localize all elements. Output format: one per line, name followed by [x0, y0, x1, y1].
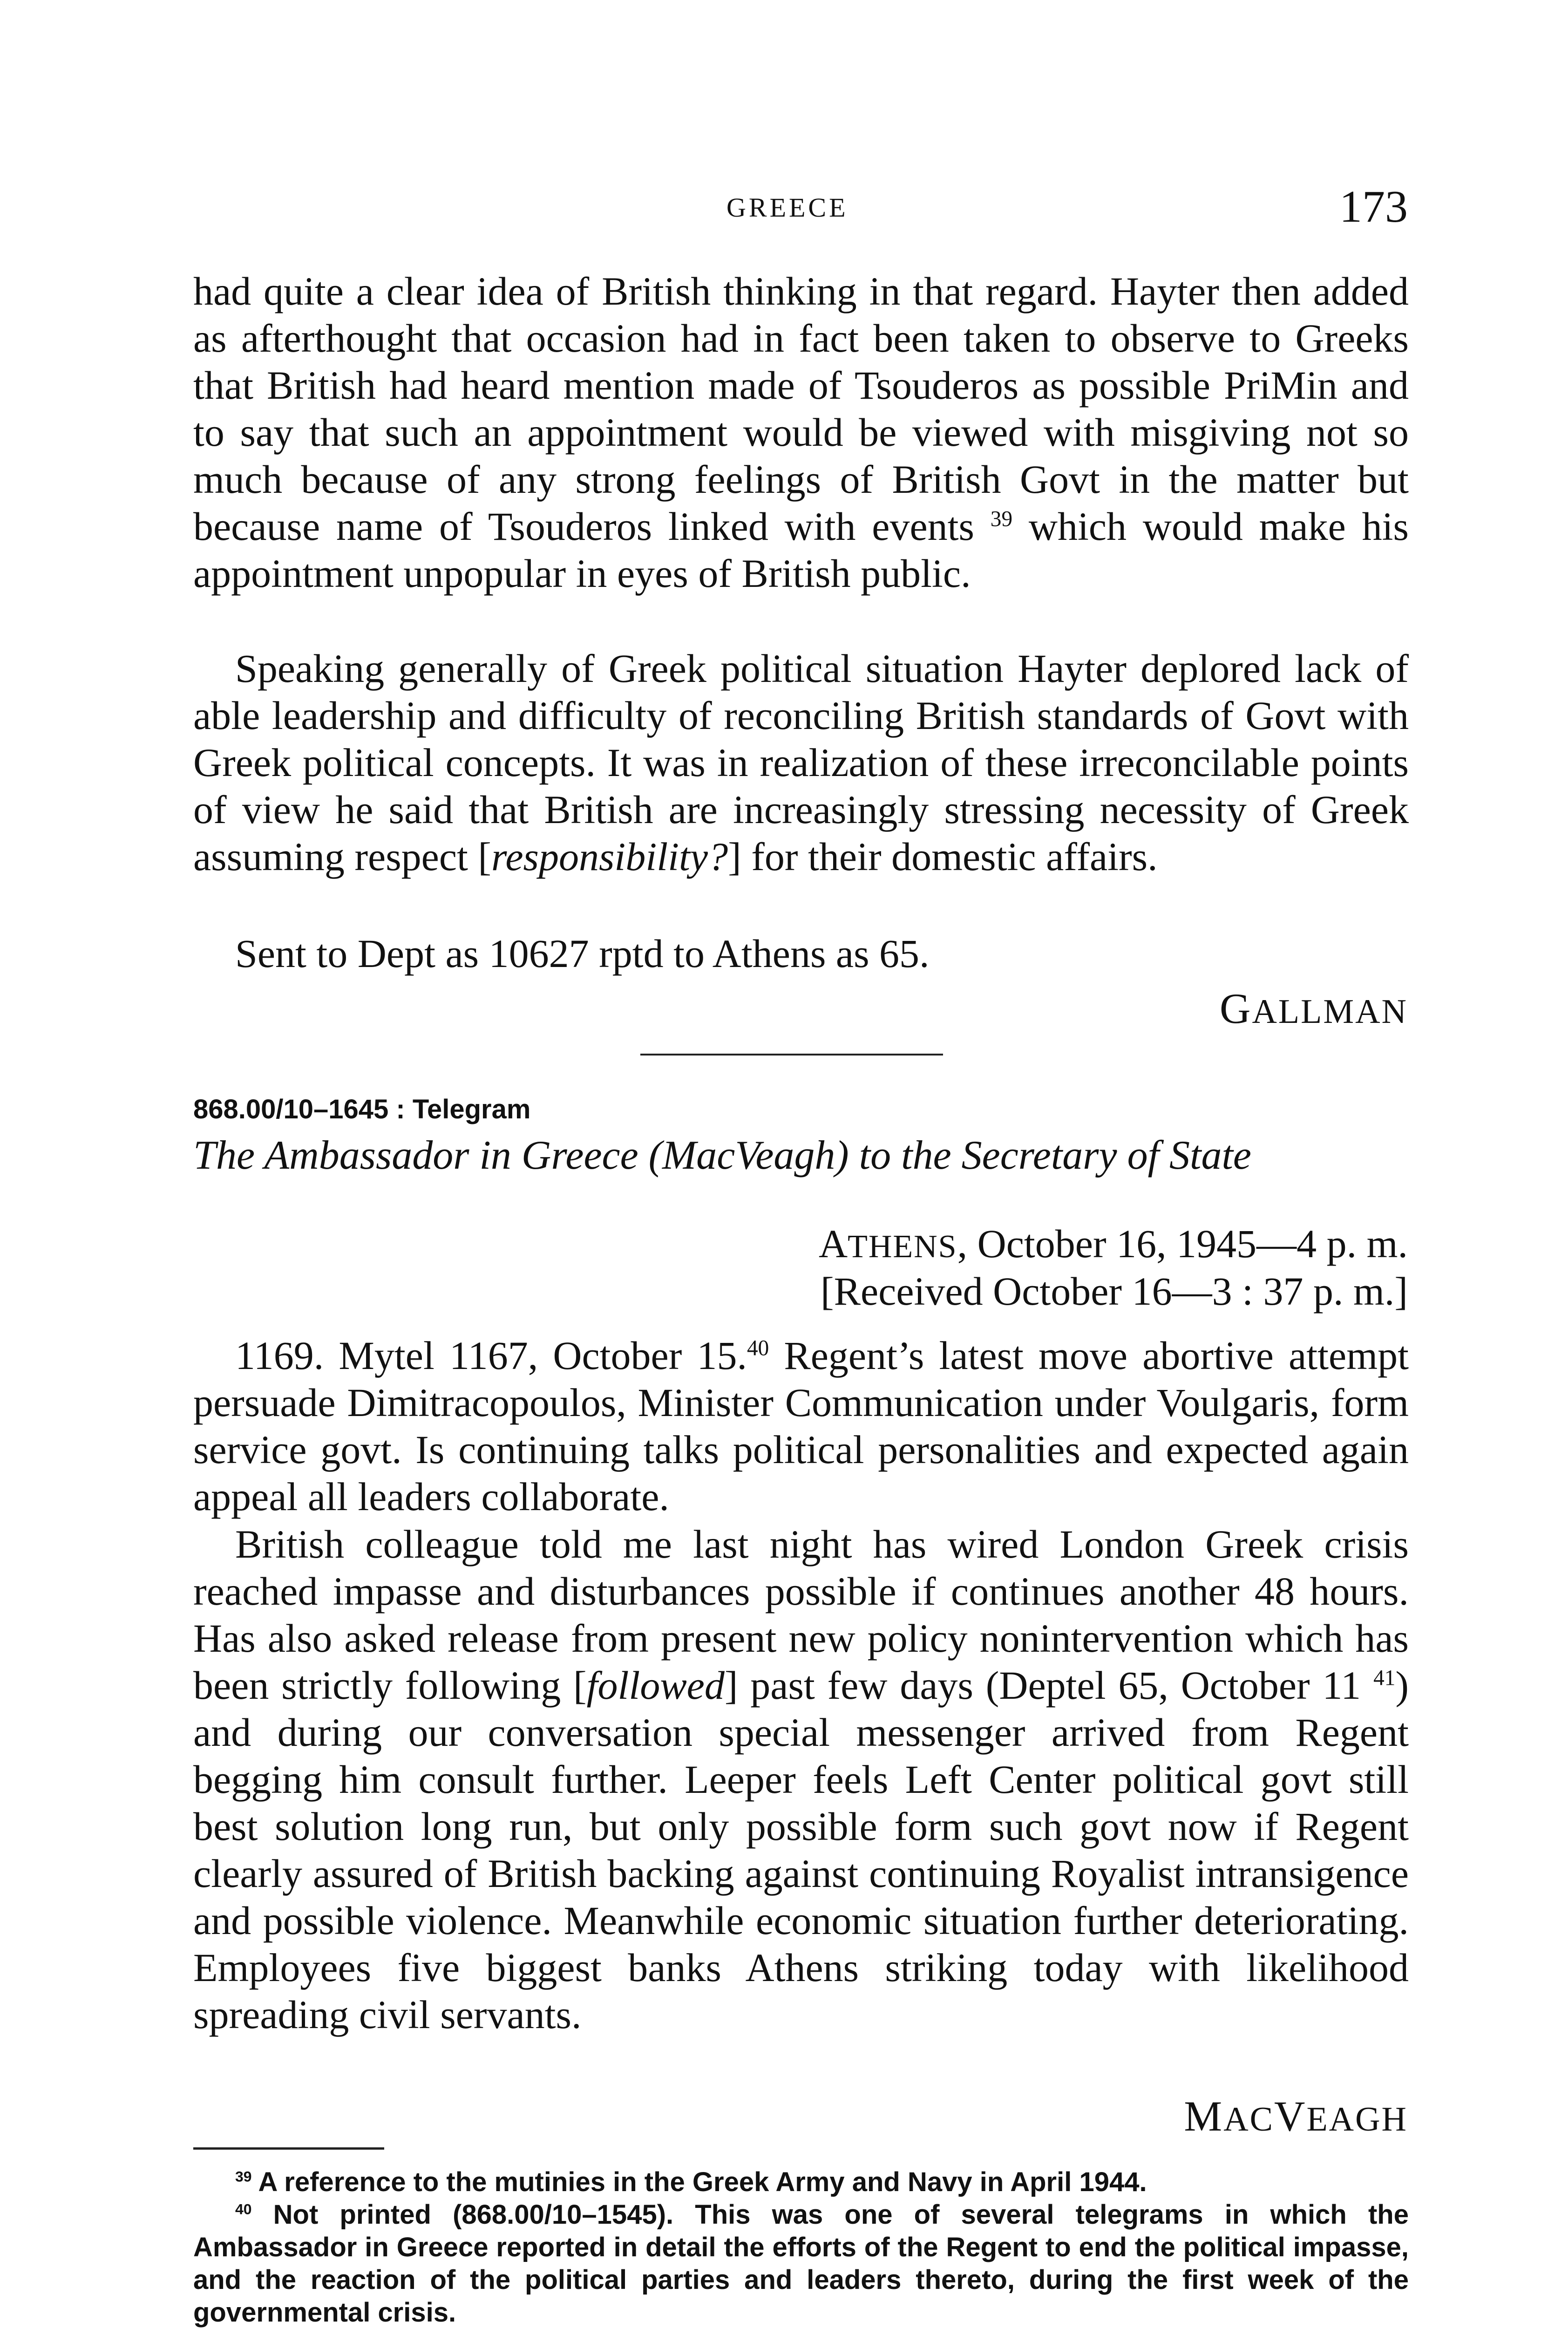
signature-macveagh	[1184, 2091, 1408, 2141]
dateline-city-initial: A	[818, 1221, 848, 1266]
signature-part: M	[1184, 2092, 1224, 2140]
para-text: which would make his appointment unpopular in eyes of British public.	[193, 504, 1409, 596]
para-text: Speaking generally of Greek political situation Hayter deplored lack of able leadership and difficulty of reconciling British standards of Govt with Greek political concepts. It was in realization of these irreconcilable points of view he said that British are increasingly stressing necessity of Greek assuming respect [	[193, 646, 1409, 879]
footnote-ref-41: 41	[1373, 1666, 1396, 1690]
signature-part: AC	[1223, 2100, 1275, 2138]
signature-part: EAGH	[1306, 2100, 1408, 2138]
dateline	[709, 1220, 1408, 1267]
footnote-text: A reference to the mutinies in the Greek Army and Navy in April 1944.	[251, 2167, 1147, 2197]
signature-gallman	[1220, 984, 1408, 1033]
para-text: 1169. Mytel 1167, October 15.	[235, 1333, 747, 1378]
italic-text: followed	[586, 1663, 725, 1708]
continuation-paragraph-1	[193, 268, 1409, 597]
italic-text: responsibility?	[491, 834, 728, 879]
footnote-40	[193, 2199, 1409, 2329]
running-header: GREECE	[726, 192, 848, 223]
section-divider	[640, 1054, 943, 1056]
para-text: ] for their domestic affairs.	[728, 834, 1158, 879]
page-number: 173	[1339, 182, 1408, 232]
telegram-paragraph-2	[193, 1521, 1409, 2038]
footnote-rule	[193, 2147, 384, 2150]
footnote-ref-39: 39	[990, 507, 1013, 531]
footnote-text: Not printed (868.00/10–1545). This was one of several telegrams in which the Ambassador in Greece reported in detail the efforts of the Regent to end the political impasse, and the reaction of the political parties and leaders thereto, during the first week of the governmental crisis.	[193, 2200, 1409, 2328]
footnote-39	[193, 2166, 1409, 2199]
para-text: British colleague told me last night has wired London Greek crisis reached impasse and disturbances possible if continues another 48 hours. Has also asked release from present new policy nonintervention which has been strictly following [	[193, 1522, 1409, 1708]
signature-rest: ALLMAN	[1252, 993, 1408, 1031]
continuation-paragraph-3: Sent to Dept as 10627 rptd to Athens as 65.	[235, 931, 930, 976]
dateline-city: THENS	[848, 1229, 957, 1265]
document-title: The Ambassador in Greece (MacVeagh) to the Secretary of State	[193, 1133, 1251, 1178]
signature-initial: G	[1220, 985, 1252, 1032]
dateline-date: , October 16, 1945—4 p. m.	[957, 1221, 1408, 1266]
para-text: ] past few days (Deptel 65, October 11	[724, 1663, 1361, 1708]
para-text: ) and during our conversation special messenger arrived from Regent begging him consult further. Leeper feels Left Center political govt still best solution long run, but only possible form such govt now if Regent clearly assured of British backing against continuing Royalist intransigence and possible violence. Meanwhile economic situation further deteriorating. Employees five biggest banks Athens striking today with likelihood spreading civil servants.	[193, 1663, 1409, 2037]
footnote-number: 40	[235, 2200, 252, 2218]
document-reference: 868.00/10–1645 : Telegram	[193, 1094, 531, 1124]
para-text: Regent’s latest move abortive attempt persuade Dimitracopoulos, Minister Communication under Voulgaris, form service govt. Is continuing talks political personalities and expected again appeal all leaders collaborate.	[193, 1333, 1409, 1519]
received-line: [Received October 16—3 : 37 p. m.]	[821, 1269, 1408, 1314]
footnotes	[193, 2166, 1409, 2329]
telegram-paragraph-1	[193, 1332, 1409, 1520]
continuation-paragraph-2	[193, 645, 1409, 880]
footnote-number: 39	[235, 2168, 252, 2185]
para-text: had quite a clear idea of British thinking in that regard. Hayter then added as afterthought that occasion had in fact been taken to observe to Greeks that British had heard mention made of Tsouderos as possible PriMin and to say that such an appointment would be viewed with misgiving not so much because of any strong feelings of British Govt in the matter but because name of Tsouderos linked with events	[193, 269, 1409, 549]
signature-part: V	[1274, 2092, 1307, 2140]
footnote-ref-40: 40	[747, 1336, 769, 1361]
